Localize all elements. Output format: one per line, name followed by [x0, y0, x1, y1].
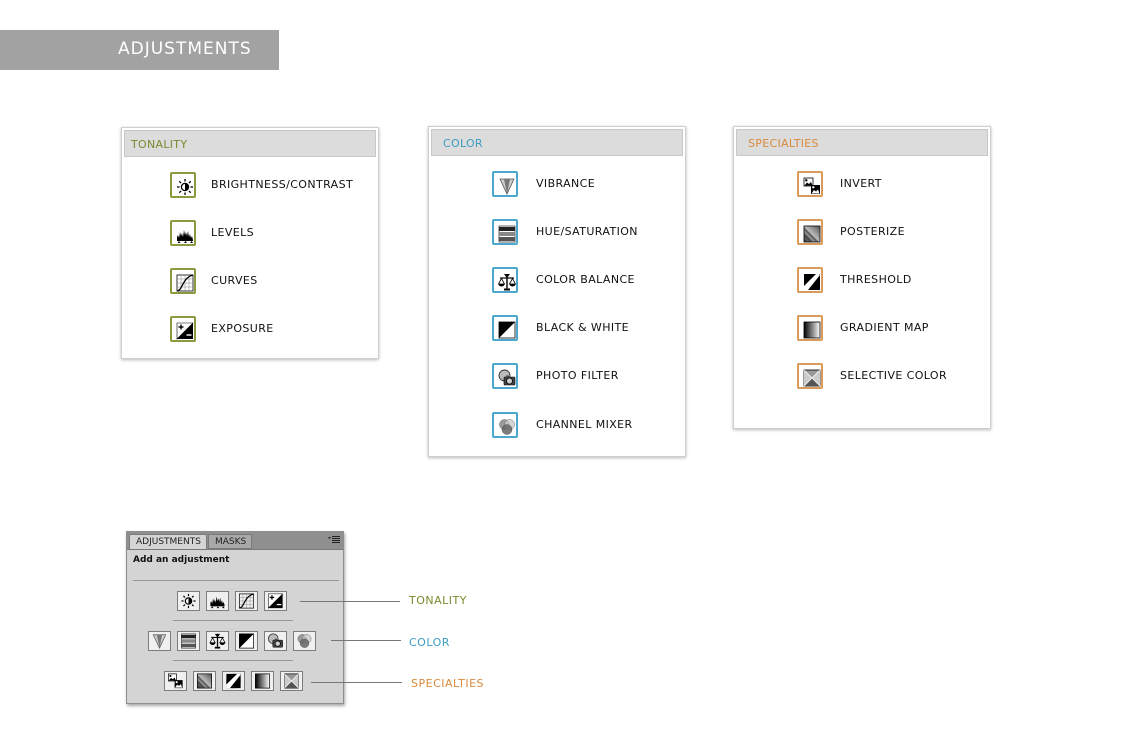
tonality-panel-title: TONALITY	[131, 138, 188, 151]
palette-subtitle: Add an adjustment	[133, 555, 230, 565]
photo-filter-icon	[492, 363, 518, 389]
posterize-icon	[797, 219, 823, 245]
channel-mixer-icon	[492, 412, 518, 438]
selective-color-icon	[283, 673, 300, 689]
color-balance-icon	[209, 633, 226, 649]
photo-filter-icon	[267, 633, 284, 649]
threshold-icon	[225, 673, 242, 689]
adjustment-curves[interactable]	[170, 268, 370, 294]
color-panel	[428, 126, 686, 457]
adjustment-vibrance[interactable]	[492, 171, 682, 197]
tonality-panel	[121, 127, 379, 359]
divider	[173, 620, 293, 621]
tonality-callout: TONALITY	[409, 594, 467, 607]
adjustment-label: CURVES	[211, 274, 258, 287]
adjustment-label: EXPOSURE	[211, 322, 274, 335]
adjustment-label: PHOTO FILTER	[536, 369, 619, 382]
tab-adjustments[interactable]: ADJUSTMENTS	[129, 534, 207, 549]
adjustment-photo-filter[interactable]	[492, 363, 682, 389]
adjustment-label: SELECTIVE COLOR	[840, 369, 948, 382]
hue-saturation-icon	[492, 219, 518, 245]
hue-saturation-icon	[180, 633, 197, 649]
ps-posterize-button[interactable]	[193, 671, 216, 691]
specialties-callout-line	[311, 682, 402, 683]
color-panel-title: COLOR	[443, 137, 483, 150]
adjustment-selective-color[interactable]	[797, 363, 987, 389]
adjustment-label: BLACK & WHITE	[536, 321, 629, 334]
specialties-panel-title: SPECIALTIES	[748, 137, 819, 150]
ps-color-balance-button[interactable]	[206, 631, 229, 651]
exposure-icon	[170, 316, 196, 342]
ps-threshold-button[interactable]	[222, 671, 245, 691]
adjustment-gradient-map[interactable]	[797, 315, 987, 341]
exposure-icon	[267, 593, 284, 609]
ps-invert-button[interactable]	[164, 671, 187, 691]
specialties-callout: SPECIALTIES	[411, 677, 485, 690]
ps-brightness-button[interactable]	[177, 591, 200, 611]
color-callout: COLOR	[409, 636, 450, 649]
adjustment-label: GRADIENT MAP	[840, 321, 929, 334]
adjustment-threshold[interactable]	[797, 267, 987, 293]
palette-tab-bar	[127, 532, 343, 550]
ps-curves-button[interactable]	[235, 591, 258, 611]
vibrance-icon	[492, 171, 518, 197]
adjustment-label: CHANNEL MIXER	[536, 418, 633, 431]
black-white-icon	[492, 315, 518, 341]
curves-icon	[170, 268, 196, 294]
adjustment-label: LEVELS	[211, 226, 255, 239]
channel-mixer-icon	[296, 633, 313, 649]
adjustment-hue-saturation[interactable]	[492, 219, 682, 245]
ps-channel-mixer-button[interactable]	[293, 631, 316, 651]
adjustment-color-balance[interactable]	[492, 267, 682, 293]
levels-icon	[170, 220, 196, 246]
tab-masks[interactable]: MASKS	[208, 534, 252, 549]
adjustment-label: COLOR BALANCE	[536, 273, 635, 286]
adjustment-label: BRIGHTNESS/CONTRAST	[211, 178, 354, 191]
ps-levels-button[interactable]	[206, 591, 229, 611]
ps-black-white-button[interactable]	[235, 631, 258, 651]
black-white-icon	[238, 633, 255, 649]
ps-selective-color-button[interactable]	[280, 671, 303, 691]
ps-photo-filter-button[interactable]	[264, 631, 287, 651]
adjustment-levels[interactable]	[170, 220, 370, 246]
divider	[173, 660, 293, 661]
adjustment-label: POSTERIZE	[840, 225, 905, 238]
brightness-icon	[180, 593, 197, 609]
ps-vibrance-button[interactable]	[148, 631, 171, 651]
specialties-panel	[733, 126, 991, 429]
vibrance-icon	[151, 633, 168, 649]
adjustments-palette	[126, 531, 344, 704]
gradient-map-icon	[254, 673, 271, 689]
specialties-panel-header	[736, 129, 988, 156]
adjustment-invert[interactable]	[797, 171, 987, 197]
page-banner	[0, 30, 279, 70]
tonality-callout-line	[300, 601, 400, 602]
color-balance-icon	[492, 267, 518, 293]
levels-icon	[209, 593, 226, 609]
adjustment-black-white[interactable]	[492, 315, 682, 341]
page-title: ADJUSTMENTS	[118, 39, 252, 59]
ps-exposure-button[interactable]	[264, 591, 287, 611]
adjustment-brightness-contrast[interactable]	[170, 172, 370, 198]
adjustment-label: HUE/SATURATION	[536, 225, 638, 238]
color-panel-header	[431, 129, 683, 156]
adjustment-exposure[interactable]	[170, 316, 370, 342]
threshold-icon	[797, 267, 823, 293]
ps-gradient-map-button[interactable]	[251, 671, 274, 691]
invert-icon	[167, 673, 184, 689]
adjustment-label: VIBRANCE	[536, 177, 596, 190]
divider	[133, 580, 339, 581]
selective-color-icon	[797, 363, 823, 389]
ps-hue-saturation-button[interactable]	[177, 631, 200, 651]
gradient-map-icon	[797, 315, 823, 341]
adjustment-channel-mixer[interactable]	[492, 412, 682, 438]
adjustment-label: THRESHOLD	[840, 273, 912, 286]
adjustment-posterize[interactable]	[797, 219, 987, 245]
tonality-panel-header	[124, 130, 376, 157]
color-callout-line	[331, 640, 401, 641]
panel-menu-icon[interactable]	[328, 535, 340, 545]
posterize-icon	[196, 673, 213, 689]
brightness-icon	[170, 172, 196, 198]
invert-icon	[797, 171, 823, 197]
curves-icon	[238, 593, 255, 609]
adjustment-label: INVERT	[840, 177, 882, 190]
